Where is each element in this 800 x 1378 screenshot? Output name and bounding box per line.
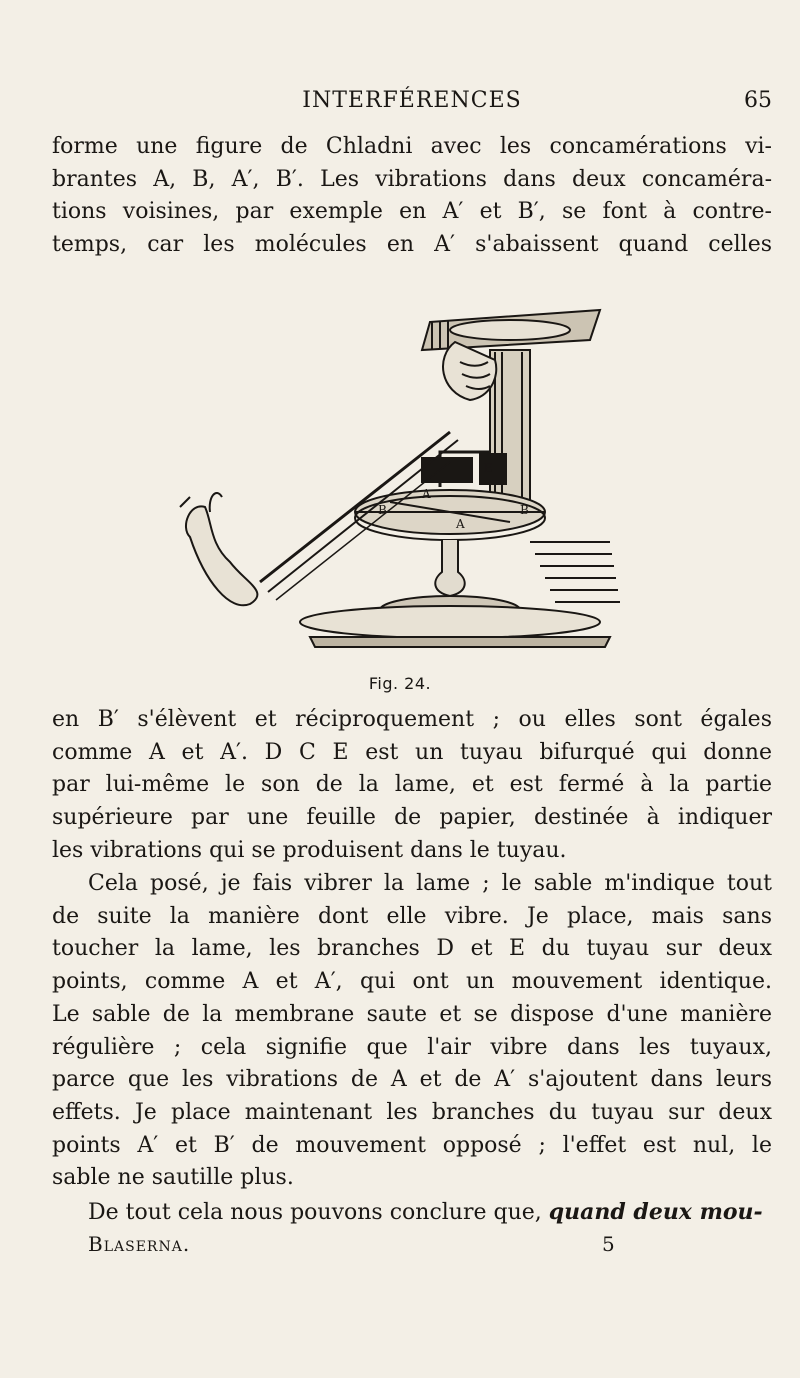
text-line: parce que les vibrations de A et de A′ s'ajoutent dans leurs — [52, 1067, 772, 1093]
chladni-apparatus-illustration — [150, 282, 620, 672]
text-line: Cela posé, je fais vibrer la lame ; le sable m'indique tout — [88, 871, 772, 896]
text-line: forme une figure de Chladni avec les concamérations vi- — [52, 134, 772, 159]
hand-holding-tube — [443, 342, 496, 400]
text-regular: De tout cela nous pouvons conclure que, — [88, 1200, 549, 1225]
footer-author: Blaserna. — [88, 1232, 191, 1256]
label-a-mark: A — [422, 487, 431, 501]
label-b-right: B — [520, 503, 529, 517]
text-line: effets. Je place maintenant les branches du tuyau sur deux — [52, 1099, 772, 1125]
text-line: de suite la manière dont elle vibre. Je place, mais sans — [52, 903, 772, 929]
paragraph-middle — [52, 704, 772, 868]
text-line: brantes A, B, A′, B′. Les vibrations dans deux concaméra- — [52, 166, 772, 192]
text-line: comme A et A′. D C E est un tuyau bifurqué qui donne — [52, 739, 772, 765]
text-line: régulière ; cela signifie que l'air vibre dans les tuyaux, — [52, 1034, 772, 1060]
text-line: points, comme A et A′, qui ont un mouvement identique. — [52, 969, 772, 995]
text-line: temps, car les molécules en A′ s'abaissent quand celles — [52, 232, 772, 258]
text-italic: quand deux mou- — [548, 1199, 763, 1225]
figure-caption: Fig. 24. — [368, 674, 432, 693]
running-head — [52, 88, 772, 128]
plate-stand — [300, 540, 620, 647]
paragraph-second — [52, 868, 772, 1195]
membrane-tray — [422, 310, 600, 350]
text-line — [52, 1196, 772, 1230]
paragraph-top — [52, 131, 772, 262]
page-number: 65 — [744, 88, 772, 113]
text-line: supérieure par une feuille de papier, destinée à indiquer — [52, 805, 772, 831]
hand-holding-bow — [180, 493, 257, 605]
running-title: INTERFÉRENCES — [302, 88, 522, 113]
label-a-prime: A — [456, 517, 465, 531]
label-b-left: B — [378, 503, 387, 517]
text-line: les vibrations qui se produisent dans le tuyau. — [52, 837, 567, 863]
text-line: en B′ s'élèvent et réciproquement ; ou elles sont égales — [52, 707, 772, 732]
text-line: toucher la lame, les branches D et E du tuyau sur deux — [52, 936, 772, 962]
text-line: points A′ et B′ de mouvement opposé ; l'effet est nul, le — [52, 1132, 772, 1158]
text-line: sable ne sautille plus. — [52, 1165, 294, 1191]
footer-signature: 5 — [602, 1232, 615, 1256]
text-line: tions voisines, par exemple en A′ et B′, se font à contre- — [52, 199, 772, 225]
text-line: par lui-même le son de la lame, et est fermé à la partie — [52, 772, 772, 798]
paragraph-last — [52, 1196, 772, 1230]
label-e: E — [484, 461, 493, 475]
text-line: Le sable de la membrane saute et se dispose d'une manière — [52, 1001, 772, 1027]
